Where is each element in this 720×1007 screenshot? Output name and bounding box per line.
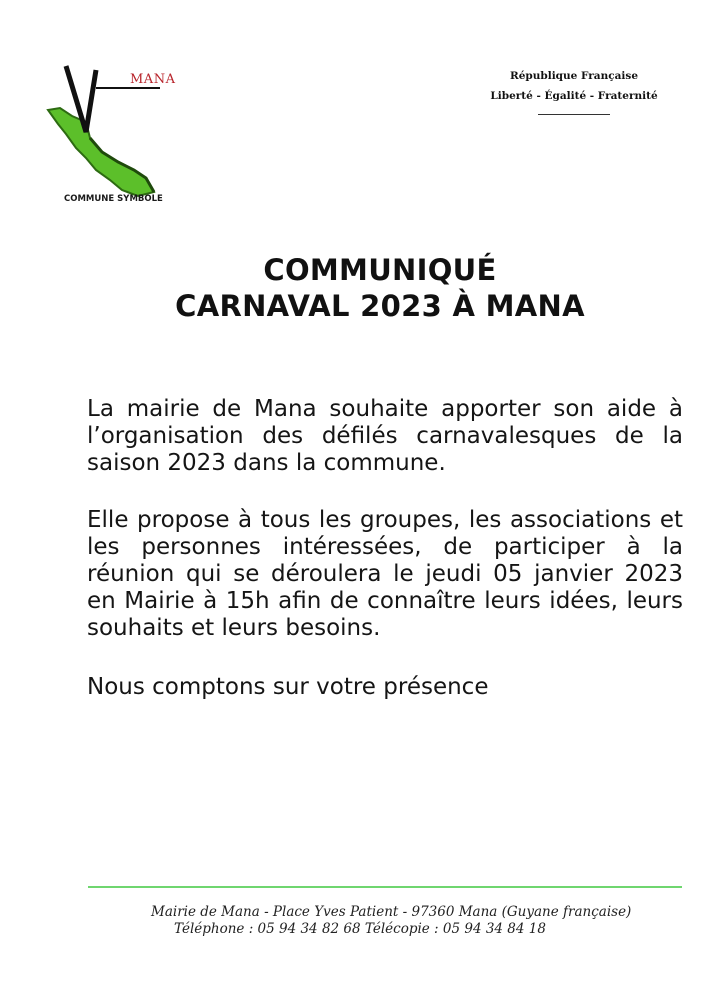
footer-divider: [88, 886, 682, 888]
footer-address: Mairie de Mana - Place Yves Patient - 97360 Mana (Guyane française): [151, 904, 632, 920]
footer: [0, 904, 720, 938]
footer-phones: Téléphone : 05 94 34 82 68 Télécopie : 05 94 34 84 18: [174, 921, 546, 937]
page-title: [80, 252, 680, 324]
commune-logo: [30, 58, 190, 214]
communique-body: [87, 396, 683, 701]
republic-rule: [538, 114, 610, 115]
paragraph-meeting: Elle propose à tous les groupes, les associations et les personnes intéressées, de participer à la réunion qui se déroulera le jeudi 05 janvier 2023 en Mairie à 15h afin de connaître leurs idées, leurs souhaits et leurs besoins.: [87, 507, 683, 641]
paragraph-help: La mairie de Mana souhaite apporter son aide à l’organisation des défilés carnavalesques de la saison 2023 dans la commune.: [87, 396, 683, 476]
republic-heading: [486, 70, 662, 115]
republic-motto: Liberté - Égalité - Fraternité: [490, 90, 658, 102]
title-line-1: COMMUNIQUÉ: [263, 253, 497, 287]
paragraph-closing: Nous comptons sur votre présence: [87, 674, 489, 700]
republic-name: République Française: [509, 70, 639, 82]
logo-caption: COMMUNE SYMBOLE: [64, 194, 163, 204]
logo-name: MANA: [130, 72, 176, 87]
title-line-2: CARNAVAL 2023 À MANA: [175, 289, 585, 323]
